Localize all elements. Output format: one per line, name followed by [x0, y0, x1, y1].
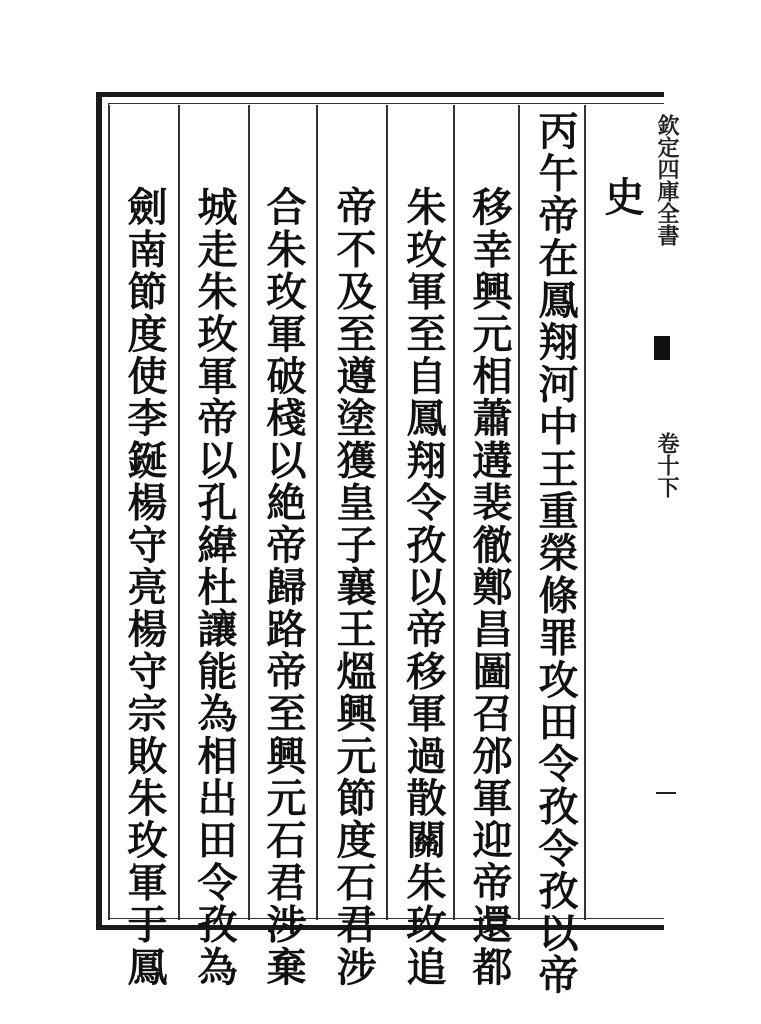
column-rule — [386, 105, 388, 920]
text-column — [113, 186, 175, 994]
column-rule — [316, 105, 318, 920]
text-column — [252, 186, 314, 994]
column-text: 朱玫軍至自鳳翔令孜以帝移軍過散關朱玫追 — [400, 186, 447, 988]
fish-tail-mark — [654, 336, 670, 360]
edge-mark — [656, 792, 676, 794]
text-column — [392, 186, 454, 994]
column-text: 合朱玫軍破棧以絶帝歸路帝至興元石君涉棄 — [260, 186, 307, 988]
text-column — [322, 186, 384, 994]
text-column — [524, 110, 586, 997]
column-text: 丙午帝在鳳翔河中王重榮條罪攻田令孜令孜以帝 — [532, 110, 579, 997]
column-rule — [178, 105, 180, 920]
column-text: 史 — [598, 176, 645, 219]
column-text: 帝不及至遵塗獲皇子襄王熅興元節度石君涉 — [330, 186, 377, 988]
column-text: 移幸興元相蕭遘裴徹鄭昌圖召邠軍迎帝還都 — [466, 186, 513, 988]
column-text: 劍南節度使李鋋楊守亮楊守宗敗朱玫軍于鳳 — [121, 186, 168, 988]
text-column — [458, 186, 520, 994]
juan-label: 卷十下 — [654, 432, 680, 498]
column-rule — [108, 105, 110, 920]
text-column-heading — [590, 176, 652, 984]
text-column — [183, 186, 245, 994]
column-rule — [248, 105, 250, 920]
column-text: 城走朱玫軍帝以孔緯杜讓能為相出田令孜為 — [191, 186, 238, 988]
book-title: 欽定四庫全書 — [654, 114, 680, 246]
margin-strip — [652, 92, 680, 930]
